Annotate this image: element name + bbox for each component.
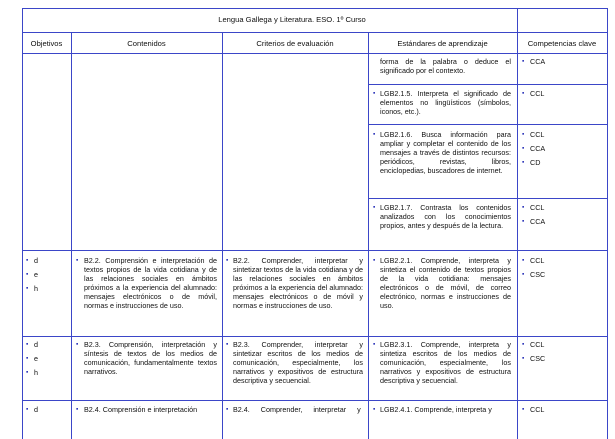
row-divider (22, 250, 608, 251)
objetivo-code: d (34, 256, 38, 265)
estandar-text: LGB2.1.6. Busca información para ampliar y completar el contenido de los mensajes a través de distintos recursos: periódicos, revistas, libros, enciclopedias, buscadores de internet. (380, 130, 511, 175)
bullet-icon: ▪ (522, 271, 525, 278)
bullet-icon: ▪ (522, 204, 525, 211)
bullet-icon: ▪ (522, 341, 525, 348)
table-border-top (22, 8, 608, 9)
contenido-text: B2.2. Comprensión e interpretación de textos propios de la vida cotidiana y de las relaciones sociales en ámbitos próximos a la experiencia del alumnado: mensajes electrónicos o de móvil, normas e instrucciones de uso. (84, 256, 217, 310)
bullet-icon: ▪ (373, 406, 376, 413)
bullet-icon: ▪ (522, 355, 525, 362)
objetivo-code: h (34, 284, 38, 293)
row-divider (368, 84, 608, 85)
row-divider (368, 198, 608, 199)
bullet-icon: ▪ (373, 204, 376, 211)
competencia-code: CCL (530, 405, 545, 414)
contenido-text: B2.4. Comprensión e interpretación (84, 405, 198, 414)
column-divider (517, 8, 518, 439)
header-contenidos: Contenidos (127, 39, 166, 48)
bullet-icon: ▪ (26, 355, 29, 362)
objetivo-code: d (34, 405, 38, 414)
bullet-icon: ▪ (522, 131, 525, 138)
estandar-text: LGB2.3.1. Comprende, interpreta y sintetiza escritos de los medios de comunicación, especialmente, los narrativos y expositivos de estructura descriptiva y secuencial. (380, 340, 511, 385)
row-divider (22, 336, 608, 337)
row-divider (22, 53, 608, 54)
bullet-icon: ▪ (373, 257, 376, 264)
bullet-icon: ▪ (522, 58, 525, 65)
competencia-code: CCL (530, 256, 545, 265)
column-divider (368, 32, 369, 439)
bullet-icon: ▪ (373, 341, 376, 348)
objetivo-code: h (34, 368, 38, 377)
competencia-code: CCA (530, 144, 546, 153)
contenido-text: B2.3. Comprensión, interpretación y síntesis de textos de los medios de comunicación, fundamentalmente textos narrativos. (84, 340, 217, 376)
bullet-icon: ▪ (76, 341, 79, 348)
header-competencias: Competencias clave (527, 39, 597, 48)
objetivo-code: e (34, 354, 38, 363)
estandar-text: LGB2.2.1. Comprende, interpreta y sintetiza el contenido de textos propios de la vida cotidiana: mensajes electrónicos o de móvil, de correo electrónico, normas e instrucciones de uso. (380, 256, 511, 310)
header-criterios: Criterios de evaluación (256, 39, 334, 48)
competencia-code: CSC (530, 354, 546, 363)
bullet-icon: ▪ (373, 90, 376, 97)
objetivo-code: e (34, 270, 38, 279)
competencia-code: CCA (530, 57, 546, 66)
bullet-icon: ▪ (522, 218, 525, 225)
estandar-text: LGB2.1.5. Interpreta el significado de elementos no lingüísticos (símbolos, iconos, etc.). (380, 89, 511, 116)
competencia-code: CSC (530, 270, 546, 279)
competencia-code: CCL (530, 203, 545, 212)
criterio-text: B2.2. Comprender, interpretar y sintetizar textos de la vida cotidiana y de las relaciones sociales en ámbitos próximos a la experiencia del alumnado: mensajes electrónicos o de móvil y normas e instrucciones de uso. (233, 256, 363, 310)
competencia-code: CCA (530, 217, 546, 226)
estandar-text: LGB2.1.7. Contrasta los contenidos analizados con los conocimientos propios, antes y después de la lectura. (380, 203, 511, 230)
table-border-left (22, 8, 23, 439)
table-border-right (607, 8, 608, 439)
bullet-icon: ▪ (522, 145, 525, 152)
column-divider (71, 32, 72, 439)
competencia-code: CD (530, 158, 541, 167)
bullet-icon: ▪ (522, 257, 525, 264)
bullet-icon: ▪ (226, 257, 229, 264)
competencia-code: CCL (530, 89, 545, 98)
objetivo-code: d (34, 340, 38, 349)
competencia-code: CCL (530, 340, 545, 349)
bullet-icon: ▪ (226, 406, 229, 413)
bullet-icon: ▪ (26, 271, 29, 278)
bullet-icon: ▪ (226, 341, 229, 348)
bullet-icon: ▪ (76, 257, 79, 264)
column-divider (222, 32, 223, 439)
bullet-icon: ▪ (26, 369, 29, 376)
bullet-icon: ▪ (26, 285, 29, 292)
bullet-icon: ▪ (26, 341, 29, 348)
bullet-icon: ▪ (76, 406, 79, 413)
header-estandares: Estándares de aprendizaje (397, 39, 488, 48)
row-divider (22, 400, 608, 401)
bullet-icon: ▪ (522, 159, 525, 166)
estandar-text: LGB2.4.1. Comprende, interpreta y (380, 405, 492, 414)
bullet-icon: ▪ (373, 131, 376, 138)
table-title: Lengua Gallega y Literatura. ESO. 1º Curso (218, 15, 366, 24)
criterio-text: B2.4. Comprender, interpretar y (233, 405, 361, 414)
bullet-icon: ▪ (522, 406, 525, 413)
bullet-icon: ▪ (26, 257, 29, 264)
estandar-text: forma de la palabra o deduce el significado por el contexto. (380, 57, 511, 75)
curriculum-table (22, 8, 608, 439)
row-divider (368, 124, 608, 125)
header-objetivos: Objetivos (30, 39, 63, 48)
bullet-icon: ▪ (26, 406, 29, 413)
competencia-code: CCL (530, 130, 545, 139)
bullet-icon: ▪ (522, 90, 525, 97)
criterio-text: B2.3. Comprender, interpretar y sintetizar escritos de los medios de comunicación, especialmente, los narrativos y expositivos de estructura descriptiva y secuencial. (233, 340, 363, 385)
row-divider (22, 32, 608, 33)
